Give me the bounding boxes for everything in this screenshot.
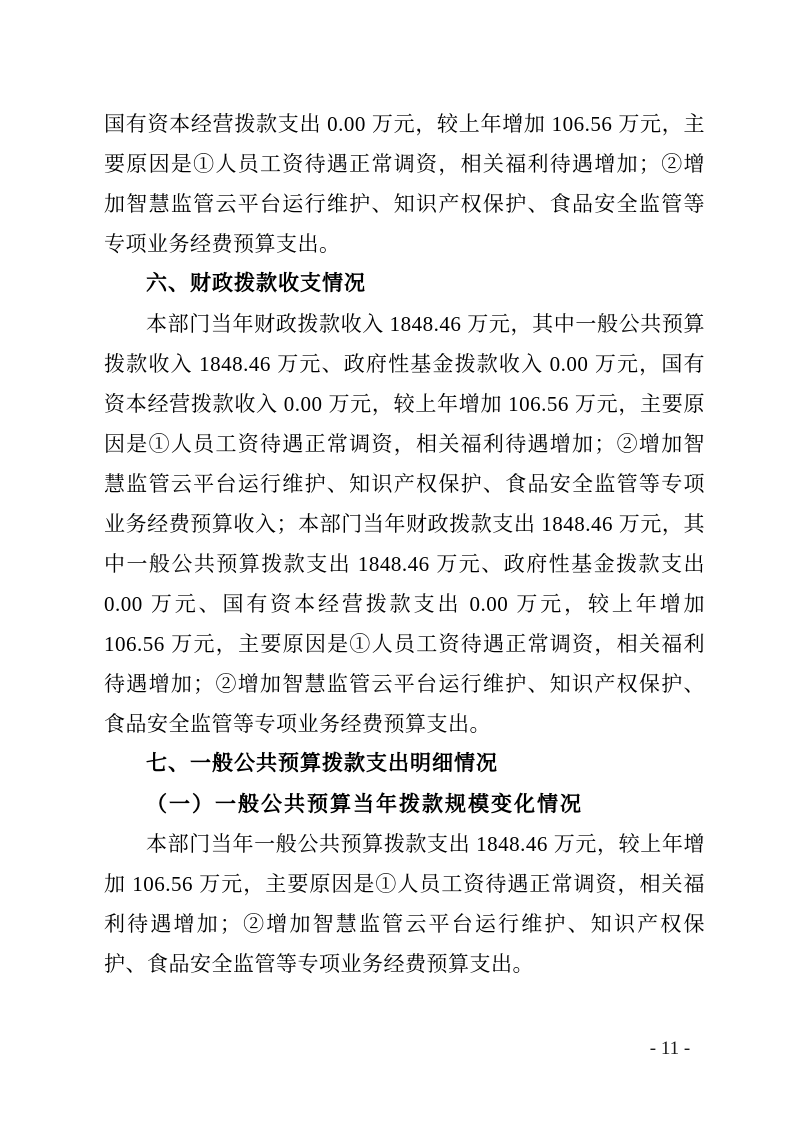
- paragraph-general-budget-expenditure: 本部门当年一般公共预算拨款支出 1848.46 万元，较上年增加 106.56 万元，主要原因是①人员工资待遇正常调资，相关福利待遇增加；②增加智慧监管云平台运行维护、知识产权保护、食品安全监管等专项业务经费预算支出。: [104, 832, 705, 976]
- subheading-7-1-scale-change: （一）一般公共预算当年拨款规模变化情况: [146, 792, 583, 816]
- heading-section-7-general-budget-detail: 七、一般公共预算拨款支出明细情况: [146, 752, 498, 775]
- paragraph-fiscal-appropriation-income-expenditure: 本部门当年财政拨款收入 1848.46 万元，其中一般公共预算拨款收入 1848.46 万元、政府性基金拨款收入 0.00 万元，国有资本经营拨款收入 0.00 万元，较上年增加 106.56 万元，主要原因是①人员工资待遇正常调资，相关福利待遇增加；②增加智慧监管云平台运行维护、知识产权保护、食品安全监管等专项业务经费预算收入；本部门当年财政拨款支出 1848.46 万元，其中一般公共预算拨款支出 1848.46 万元、政府性基金拨款支出 0.00 万元、国有资本经营拨款支出 0.00 万元，较上年增加 106.56 万元，主要原因是①人员工资待遇正常调资，相关福利待遇增加；②增加智慧监管云平台运行维护、知识产权保护、食品安全监管等专项业务经费预算支出。: [104, 312, 705, 736]
- page-number: - 11 -: [649, 1038, 691, 1059]
- heading-section-6-fiscal-appropriation: 六、财政拨款收支情况: [146, 272, 366, 295]
- document-body: [104, 104, 705, 984]
- paragraph-state-capital-expenditure-continued: 国有资本经营拨款支出 0.00 万元，较上年增加 106.56 万元，主要原因是①人员工资待遇正常调资，相关福利待遇增加；②增加智慧监管云平台运行维护、知识产权保护、食品安全监管等专项业务经费预算支出。: [104, 112, 705, 256]
